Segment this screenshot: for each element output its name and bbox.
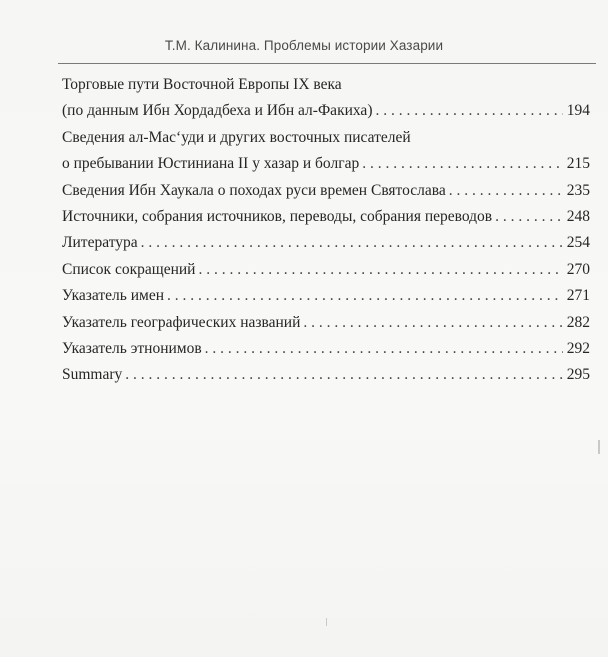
toc-entry-ibn-haukal [62, 178, 590, 204]
table-of-contents [62, 72, 590, 389]
dot-leader [303, 310, 563, 336]
dot-leader [375, 98, 563, 124]
toc-page-number: 215 [566, 155, 590, 173]
dot-leader [205, 336, 563, 362]
toc-entry-name-index [62, 283, 590, 309]
dot-leader [495, 204, 563, 230]
toc-page-number: 270 [566, 260, 590, 278]
toc-page-number: 194 [566, 102, 590, 120]
scan-artifact [326, 618, 327, 626]
toc-page-number: 271 [566, 287, 590, 305]
toc-page-number: 248 [566, 207, 590, 225]
toc-entry-title: (по данным Ибн Хордадбеха и Ибн ал-Факиха) [62, 102, 373, 120]
dot-leader [362, 151, 563, 177]
toc-entry-title: Сведения ал-Мас‘уди и других восточных писателей [62, 128, 411, 146]
toc-page-number: 254 [566, 234, 590, 252]
toc-entry-title: Источники, собрания источников, переводы, собрания переводов [62, 207, 493, 225]
toc-page-number: 235 [566, 181, 590, 199]
toc-entry-geo-index [62, 310, 590, 336]
toc-entry-title: Литература [62, 234, 138, 252]
toc-entry-title: Указатель географических названий [62, 313, 301, 331]
toc-entry-title: Указатель имен [62, 287, 164, 305]
dot-leader [125, 362, 563, 388]
dot-leader [198, 257, 563, 283]
toc-entry-trade-routes-line1 [62, 72, 590, 98]
toc-entry-title: Торговые пути Восточной Европы IX века [62, 76, 342, 93]
toc-entry-masudi-line1 [62, 125, 590, 151]
toc-entry-literature [62, 230, 590, 256]
toc-page-number: 282 [566, 313, 590, 331]
toc-entry-title: Summary [62, 366, 123, 384]
toc-entry-summary [62, 362, 590, 388]
header-rule [58, 63, 596, 64]
toc-entry-title: Указатель этнонимов [62, 339, 202, 357]
scan-artifact [598, 440, 600, 454]
toc-page-number: 295 [566, 366, 590, 384]
dot-leader [141, 230, 563, 256]
toc-entry-sources [62, 204, 590, 230]
toc-entry-masudi [62, 151, 590, 177]
toc-entry-abbreviations [62, 257, 590, 283]
running-header: Т.М. Калинина. Проблемы истории Хазарии [164, 38, 444, 53]
toc-entry-title: Список сокращений [62, 260, 196, 278]
dot-leader [449, 178, 563, 204]
toc-entry-ethnonym-index [62, 336, 590, 362]
toc-entry-title: о пребывании Юстиниана II у хазар и болгар [62, 155, 360, 173]
toc-entry-title: Сведения Ибн Хаукала о походах руси времен Святослава [62, 181, 446, 199]
toc-page-number: 292 [566, 339, 590, 357]
dot-leader [167, 283, 563, 309]
toc-entry-trade-routes [62, 98, 590, 124]
